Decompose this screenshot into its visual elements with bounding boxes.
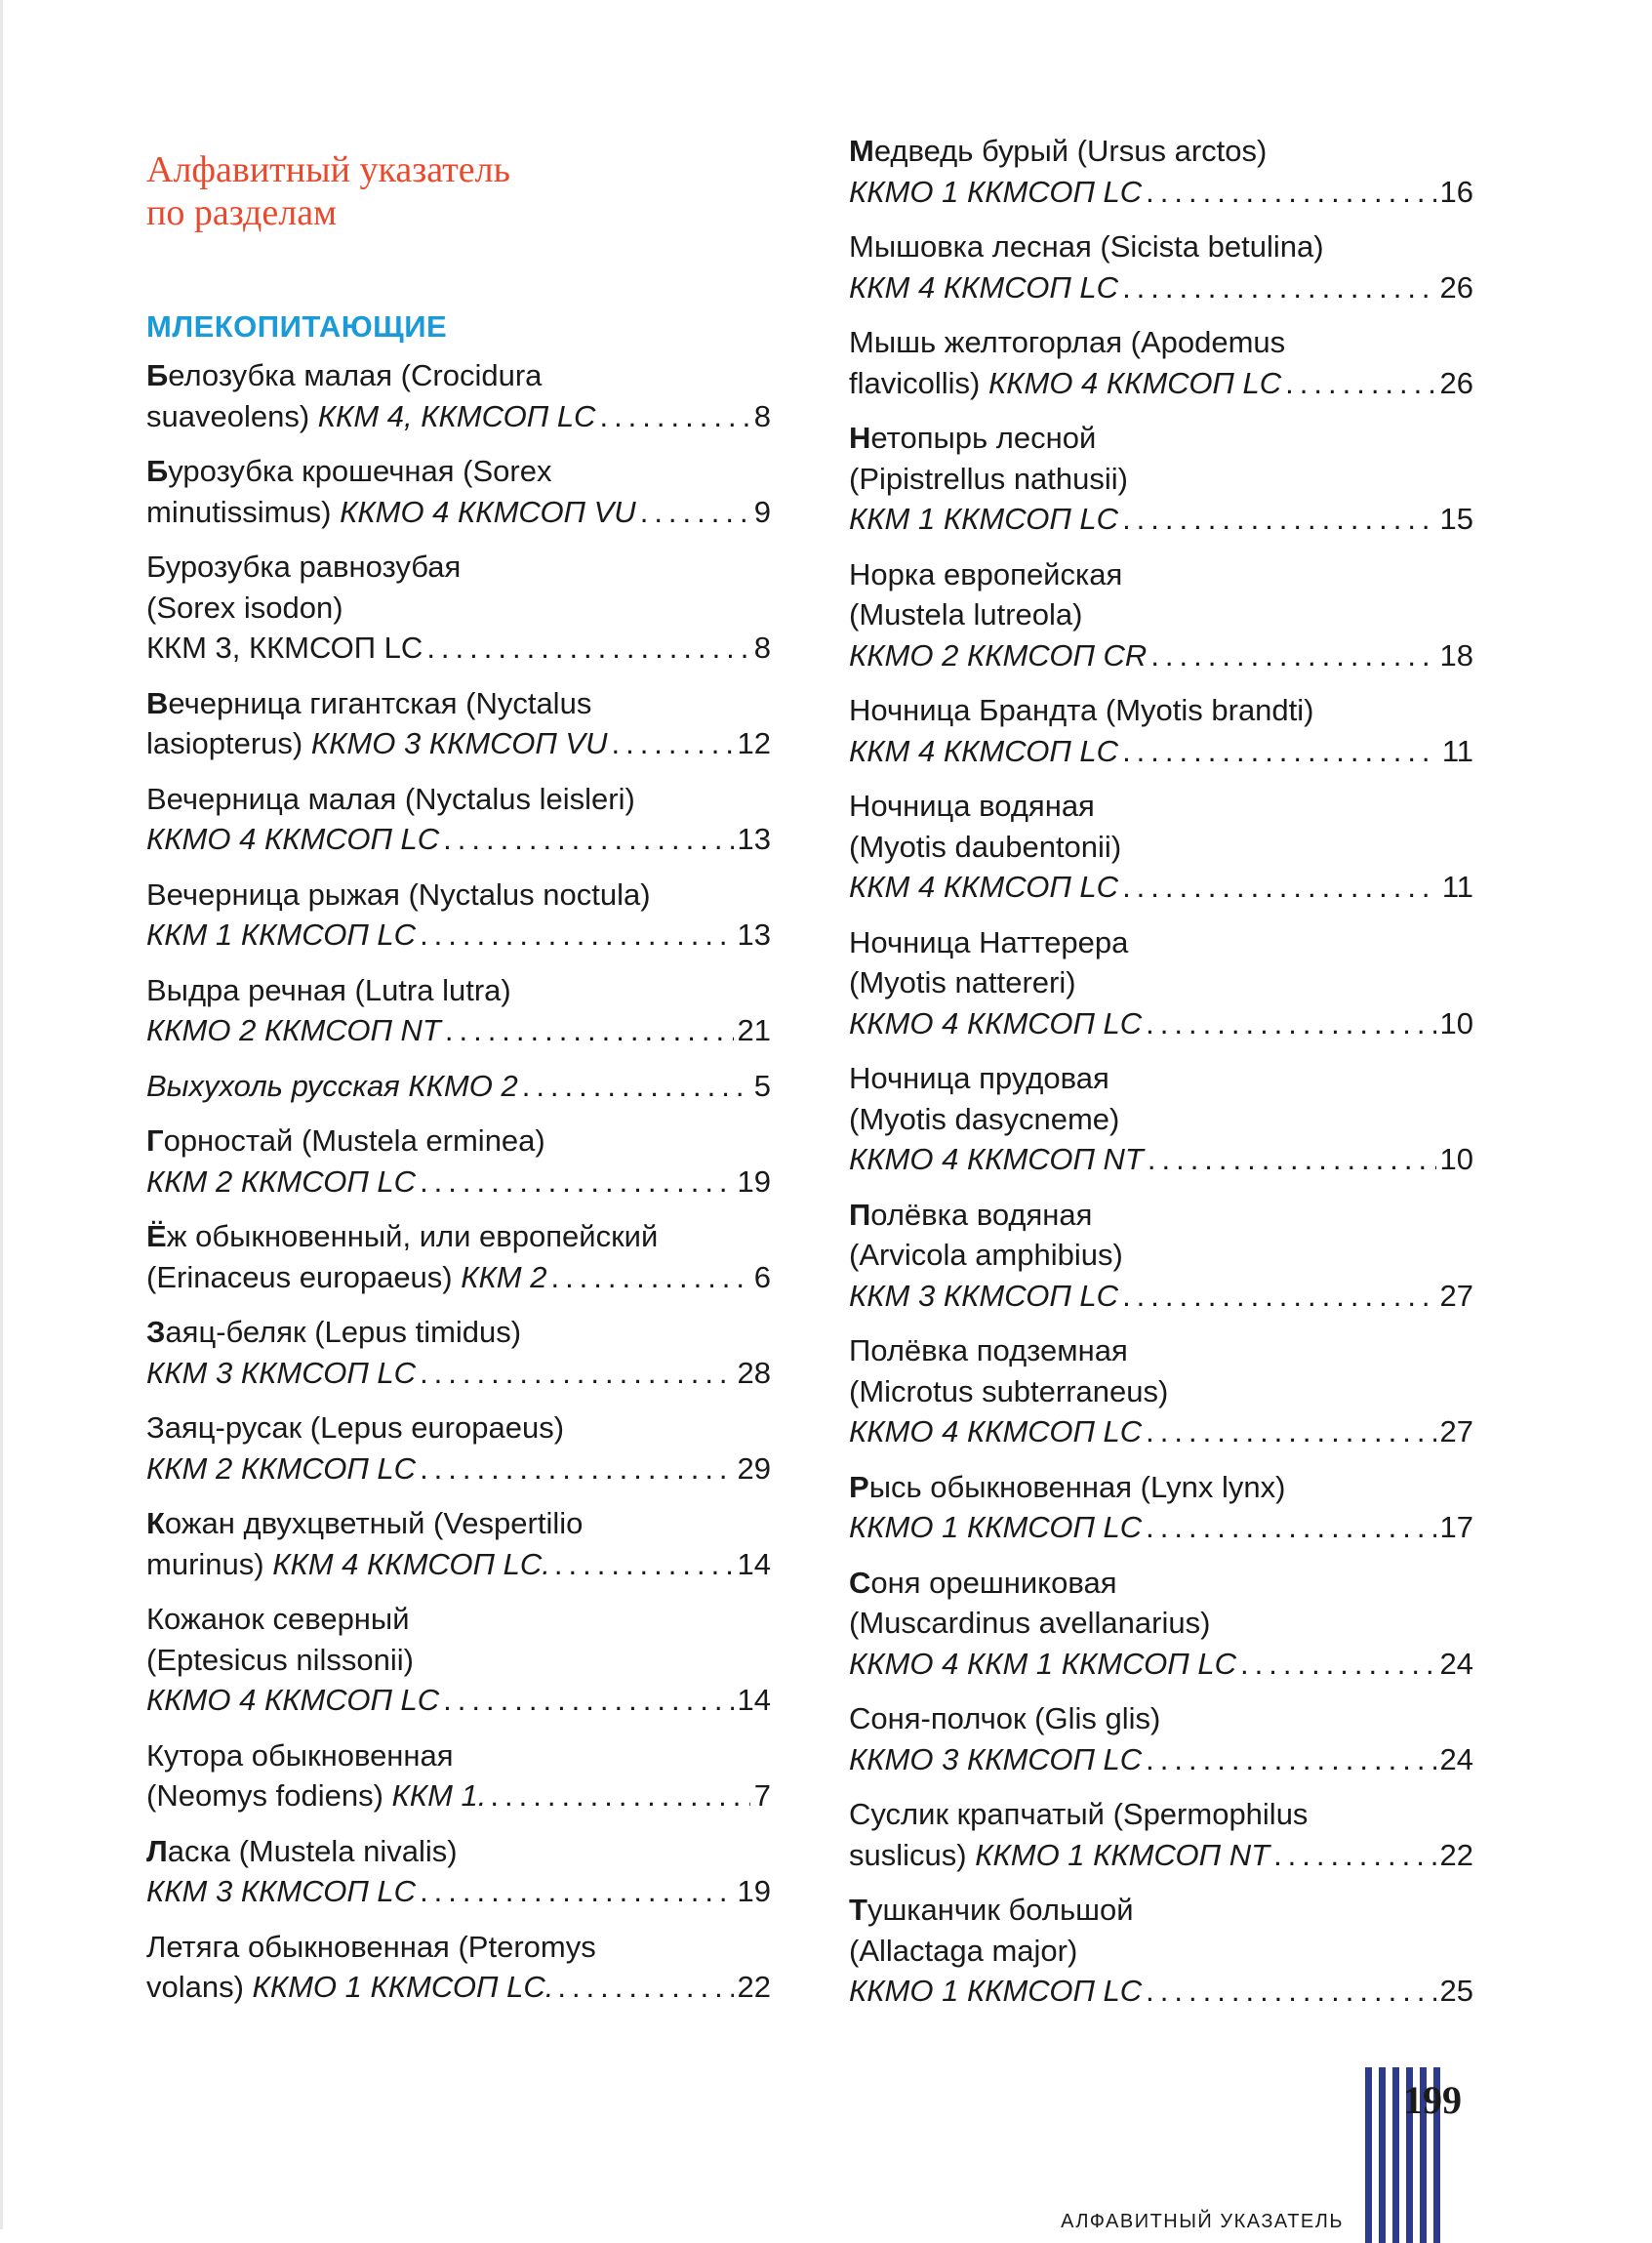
entry-status: ККМ 4, ККМСОП LC xyxy=(317,398,596,433)
entry-status: ККМО 4 ККМСОП NT xyxy=(849,1142,1144,1176)
index-entry xyxy=(146,779,771,860)
entry-text: оня орешниковая xyxy=(870,1565,1117,1600)
entry-status: ККМО 3 ККМСОП LC xyxy=(849,1741,1143,1776)
footer xyxy=(1061,2067,1452,2243)
entry-line xyxy=(849,418,1473,459)
entry-status: ККМО 1 ККМСОП NT xyxy=(975,1837,1270,1872)
entry-text: Бурозубка равнозубая xyxy=(146,550,462,584)
stripe xyxy=(1379,2067,1386,2243)
entry-initial: Л xyxy=(146,1833,168,1868)
entry-page-number: 21 xyxy=(737,1013,771,1047)
entry-text: Вечерница рыжая (Nyctalus noctula) xyxy=(146,877,651,912)
dot-leader xyxy=(1146,1003,1435,1044)
entry-line xyxy=(146,1775,771,1816)
entry-line xyxy=(849,1276,1473,1317)
dot-leader xyxy=(1148,1139,1436,1180)
entry-line xyxy=(146,1353,771,1394)
index-entry xyxy=(849,1195,1473,1317)
entry-text: аяц-беляк (Lepus timidus) xyxy=(165,1315,522,1349)
entry-line xyxy=(146,1544,771,1585)
entry-page-number: 16 xyxy=(1439,174,1473,209)
entry-line xyxy=(849,1794,1473,1835)
entry-line xyxy=(146,1599,771,1640)
entry-text: (Pipistrellus nathusii) xyxy=(849,461,1128,496)
entry-text: Ночница Брандта (Myotis brandti) xyxy=(849,693,1314,727)
entry-text: Выдра речная (Lutra lutra) xyxy=(146,972,511,1007)
entry-initial: Т xyxy=(849,1893,867,1927)
entry-status: ККМ 3 ККМСОП LC xyxy=(849,1278,1119,1313)
entry-line xyxy=(849,1507,1473,1548)
index-entry xyxy=(849,1058,1473,1180)
dot-leader xyxy=(443,1680,733,1721)
index-entry xyxy=(849,1890,1473,2012)
index-entry xyxy=(849,554,1473,676)
entry-text: аска (Mustela nivalis) xyxy=(167,1833,458,1868)
entry-line xyxy=(849,731,1473,772)
entry-line xyxy=(849,1931,1473,1972)
entry-status: ККМ 3 ККМСОП LC xyxy=(146,1355,417,1390)
entry-line xyxy=(146,875,771,916)
entry-page-number: 8 xyxy=(753,398,771,433)
entry-text: ысь обыкновенная (Lynx lynx) xyxy=(868,1469,1286,1504)
entry-initial: П xyxy=(849,1197,871,1232)
entry-status: ККМО 1 ККМСОП LC xyxy=(849,1510,1143,1544)
entry-status: ККМО 4 ККМСОП LC xyxy=(849,1005,1143,1040)
entry-text: Летяга обыкновенная (Pteromys xyxy=(146,1929,596,1964)
entry-status: ККМ 4 ККМСОП LC. xyxy=(272,1546,550,1581)
entry-status: ККМО 1 ККМСОП LC. xyxy=(252,1970,554,2004)
entry-status: ККМО 4 ККМСОП LC xyxy=(849,1414,1143,1448)
entry-line xyxy=(146,1967,771,2008)
entry-page-number: 11 xyxy=(1441,733,1473,768)
entry-page-number: 19 xyxy=(737,1163,771,1199)
entry-text: (Neomys fodiens) xyxy=(146,1778,392,1813)
entry-status: ККМО 4 ККМСОП LC xyxy=(146,1683,440,1717)
entry-status: ККМО 3 ККМСОП VU xyxy=(310,726,608,760)
entry-initial: В xyxy=(146,685,169,720)
entry-line xyxy=(146,492,771,533)
index-entry xyxy=(146,875,771,956)
entry-page-number: 12 xyxy=(737,726,771,760)
entry-page-number: 17 xyxy=(1439,1510,1473,1544)
entry-text: lasiopterus) xyxy=(146,726,311,760)
entry-page-number: 10 xyxy=(1439,1005,1473,1040)
index-entry xyxy=(146,1927,771,2008)
entry-line xyxy=(849,459,1473,500)
entry-text: Заяц-русак (Lepus europaeus) xyxy=(146,1410,565,1445)
entry-initial: С xyxy=(849,1565,871,1600)
dot-leader xyxy=(1122,267,1435,308)
entry-line xyxy=(849,962,1473,1003)
entry-line xyxy=(146,1927,771,1968)
dot-leader xyxy=(420,1871,733,1912)
dot-leader xyxy=(1122,499,1435,540)
entry-line xyxy=(146,396,771,437)
entry-line xyxy=(146,1735,771,1776)
index-entry xyxy=(849,922,1473,1044)
stripe xyxy=(1392,2067,1399,2243)
entry-text: (Eptesicus nilssonii) xyxy=(146,1642,414,1677)
entry-initial: К xyxy=(146,1506,165,1540)
entry-status: ККМ 2 ККМСОП LC xyxy=(146,1163,417,1199)
entry-text: (Sorex isodon) xyxy=(146,590,343,625)
entry-initial: Г xyxy=(146,1123,164,1158)
entry-line xyxy=(146,1640,771,1681)
entry-text: Мышовка лесная (Sicista betulina) xyxy=(849,229,1324,264)
entry-status: ККМО 4 ККМСОП LC xyxy=(146,822,440,856)
entry-line xyxy=(849,172,1473,213)
entry-text: (Myotis dasycneme) xyxy=(849,1101,1120,1136)
entry-page-number: 27 xyxy=(1439,1414,1473,1448)
index-entry xyxy=(849,786,1473,908)
entry-text: Норка европейская xyxy=(849,556,1123,591)
left-column xyxy=(146,293,771,2022)
dot-leader xyxy=(557,1967,733,2008)
entry-status: ККМО 1 ККМСОП LC xyxy=(849,174,1143,209)
entry-line xyxy=(146,1407,771,1448)
entry-line xyxy=(849,594,1473,635)
entry-line xyxy=(146,1010,771,1051)
section-heading: МЛЕКОПИТАЮЩИЕ xyxy=(146,309,448,344)
entry-line xyxy=(146,1831,771,1872)
entry-line xyxy=(849,1739,1473,1780)
index-entry xyxy=(849,1698,1473,1779)
index-entry xyxy=(849,131,1473,212)
entry-text: Вечерница малая (Nyctalus leisleri) xyxy=(146,781,635,816)
entry-text: ж обыкновенный, или европейский xyxy=(166,1219,659,1253)
entry-initial: Н xyxy=(849,421,871,455)
page-edge xyxy=(0,0,3,2229)
entry-page-number: 24 xyxy=(1439,1741,1473,1776)
entry-status: ККМ 1 ККМСОП LC xyxy=(146,918,417,952)
dot-leader xyxy=(1146,1971,1435,2012)
stripe xyxy=(1365,2067,1372,2243)
entry-line xyxy=(146,1162,771,1203)
entry-text: (Muscardinus avellanarius) xyxy=(849,1606,1211,1640)
entry-text: (Myotis nattereri) xyxy=(849,965,1076,999)
entry-page-number: 19 xyxy=(737,1874,771,1908)
entry-line xyxy=(849,1644,1473,1685)
entry-line xyxy=(849,1890,1473,1931)
page-number: 199 xyxy=(1403,2078,1462,2122)
entry-line xyxy=(146,588,771,629)
entry-text: (Myotis daubentonii) xyxy=(849,829,1122,864)
entry-status: ККМ 1. xyxy=(391,1778,487,1813)
entry-line xyxy=(146,451,771,492)
entry-page-number: 22 xyxy=(1439,1837,1473,1872)
entry-page-number: 25 xyxy=(1439,1974,1473,2008)
entry-line xyxy=(849,131,1473,172)
index-entry xyxy=(146,1599,771,1721)
entry-line xyxy=(849,635,1473,676)
entry-text: murinus) xyxy=(146,1546,273,1581)
entry-page-number: 11 xyxy=(1441,870,1473,904)
entry-status: ККМО 1 ККМСОП LC xyxy=(849,1974,1143,2008)
entry-line xyxy=(849,363,1473,404)
dot-leader xyxy=(1150,635,1435,676)
index-entry xyxy=(849,226,1473,307)
entry-initial: З xyxy=(146,1315,166,1349)
entry-line xyxy=(849,1563,1473,1604)
entry-page-number: 13 xyxy=(737,918,771,952)
dot-leader xyxy=(599,396,749,437)
index-entry xyxy=(146,1503,771,1584)
dot-leader xyxy=(1273,1835,1435,1876)
right-column xyxy=(849,131,1473,2026)
entry-page-number: 27 xyxy=(1439,1278,1473,1313)
entry-line xyxy=(849,922,1473,963)
entry-text: Суслик крапчатый (Spermophilus xyxy=(849,1797,1309,1831)
entry-page-number: 6 xyxy=(753,1259,771,1294)
dot-leader xyxy=(490,1775,749,1816)
entry-page-number: 22 xyxy=(737,1970,771,2004)
index-entry xyxy=(146,1735,771,1816)
entry-line xyxy=(146,1312,771,1353)
entry-line xyxy=(849,1235,1473,1276)
dot-leader xyxy=(1285,363,1435,404)
index-entry xyxy=(146,1216,771,1297)
dot-leader xyxy=(426,628,749,669)
entry-text: (Mustela lutreola) xyxy=(849,597,1083,632)
page-title-line-1: Алфавитный указатель xyxy=(146,149,510,190)
index-entry xyxy=(849,322,1473,403)
index-entry xyxy=(849,1467,1473,1548)
entry-line xyxy=(849,1467,1473,1508)
entry-page-number: 18 xyxy=(1439,637,1473,673)
entry-line xyxy=(146,723,771,764)
entry-page-number: 26 xyxy=(1439,365,1473,400)
entry-line xyxy=(146,547,771,588)
entry-status: ККМ 4 ККМСОП LC xyxy=(849,733,1119,768)
index-entry xyxy=(146,1831,771,1912)
entry-text: ушканчик большой xyxy=(866,1893,1134,1927)
dot-leader xyxy=(420,1353,733,1394)
index-entry xyxy=(849,1563,1473,1685)
entry-text: ожан двухцветный (Vespertilio xyxy=(164,1506,584,1540)
entry-line xyxy=(849,1971,1473,2012)
entry-initial: Б xyxy=(146,454,169,488)
dot-leader xyxy=(640,492,750,533)
entry-line xyxy=(849,1603,1473,1644)
entry-initial: Р xyxy=(849,1469,869,1504)
entry-line xyxy=(146,819,771,860)
entry-line xyxy=(849,1698,1473,1739)
index-entry xyxy=(146,970,771,1051)
entry-line xyxy=(146,1448,771,1489)
entry-page-number: 8 xyxy=(753,631,771,665)
entry-text: олёвка водяная xyxy=(870,1197,1093,1232)
entry-line xyxy=(146,915,771,956)
dot-leader xyxy=(611,723,733,764)
entry-text: Соня-полчок (Glis glis) xyxy=(849,1701,1161,1735)
entry-line xyxy=(849,1371,1473,1412)
entry-initial: Б xyxy=(146,358,169,392)
entry-line xyxy=(849,1411,1473,1452)
entry-page-number: 13 xyxy=(737,822,771,856)
entry-status: Выхухоль русская ККМО 2 xyxy=(146,1068,518,1103)
entry-status: ККМ 1 ККМСОП LC xyxy=(849,502,1119,536)
entry-status: ККМО 4 ККМ 1 ККМСОП LC xyxy=(849,1646,1236,1681)
footer-label: АЛФАВИТНЫЙ УКАЗАТЕЛЬ xyxy=(1061,2211,1344,2232)
entry-line xyxy=(849,827,1473,868)
entry-line xyxy=(849,499,1473,540)
dot-leader xyxy=(445,1010,734,1051)
entry-status: ККМО 2 ККМСОП NT xyxy=(146,1013,441,1047)
entry-line xyxy=(849,1099,1473,1140)
index-entry xyxy=(146,547,771,669)
entry-text: елозубка малая (Crocidura xyxy=(168,358,543,392)
dot-leader xyxy=(420,1162,733,1203)
entry-text: volans) xyxy=(146,1970,253,2004)
entry-line xyxy=(146,1066,771,1107)
entry-page-number: 24 xyxy=(1439,1646,1473,1681)
entry-text: (Arvicola amphibius) xyxy=(849,1238,1123,1272)
index-entry xyxy=(849,418,1473,540)
entry-text: (Allactaga major) xyxy=(849,1933,1078,1968)
entry-page-number: 10 xyxy=(1439,1142,1473,1176)
entry-line xyxy=(146,779,771,820)
entry-initial: Ё xyxy=(146,1219,167,1253)
entry-text: minutissimus) xyxy=(146,494,341,529)
entry-line xyxy=(849,554,1473,595)
index-entry xyxy=(146,1066,771,1107)
entry-status: ККМО 4 ККМСОП VU xyxy=(340,494,636,529)
entry-line xyxy=(849,322,1473,363)
dot-leader xyxy=(1146,172,1435,213)
entry-line xyxy=(849,1058,1473,1099)
page-title-line-2: по разделам xyxy=(146,192,338,233)
entry-line xyxy=(146,1121,771,1162)
index-entry xyxy=(146,1312,771,1393)
dot-leader xyxy=(1122,1276,1435,1317)
index-entry xyxy=(146,683,771,764)
entry-page-number: 5 xyxy=(753,1068,771,1103)
dot-leader xyxy=(1122,867,1438,908)
dot-leader xyxy=(420,915,733,956)
dot-leader xyxy=(443,819,733,860)
entry-text: етопырь лесной xyxy=(870,421,1097,455)
entry-status: ККМ 2 ККМСОП LC xyxy=(146,1450,417,1486)
entry-line xyxy=(146,683,771,724)
entry-status: ККМ 2 xyxy=(461,1259,547,1294)
entry-line xyxy=(146,1871,771,1912)
entry-line xyxy=(849,1330,1473,1371)
entry-line xyxy=(146,1680,771,1721)
entry-line xyxy=(146,1257,771,1298)
entry-text: едведь бурый (Ursus arctos) xyxy=(873,134,1268,168)
index-entry xyxy=(146,355,771,436)
entry-line xyxy=(849,1139,1473,1180)
entry-page-number: 14 xyxy=(737,1683,771,1717)
entry-line xyxy=(849,1195,1473,1236)
entry-status: ККМ 4 ККМСОП LC xyxy=(849,870,1119,904)
entry-line xyxy=(849,867,1473,908)
entry-text: Полёвка подземная xyxy=(849,1333,1128,1367)
entry-page-number: 26 xyxy=(1439,269,1473,305)
entry-line xyxy=(849,1835,1473,1876)
entry-line xyxy=(849,226,1473,267)
entry-page-number: 7 xyxy=(753,1778,771,1813)
entry-line xyxy=(146,355,771,396)
entry-page-number: 28 xyxy=(737,1355,771,1390)
entry-text: (Microtus subterraneus) xyxy=(849,1373,1169,1408)
entry-text: Мышь желтогорлая (Apodemus xyxy=(849,325,1286,359)
dot-leader xyxy=(1146,1739,1435,1780)
page-title xyxy=(146,148,654,234)
entry-status: ККМ 3 ККМСОП LC xyxy=(146,1874,417,1908)
entry-text: Кутора обыкновенная xyxy=(146,1737,454,1773)
entry-text: suaveolens) xyxy=(146,398,318,433)
index-entry xyxy=(146,1121,771,1202)
index-entry xyxy=(849,690,1473,771)
entry-status: ККМ 4 ККМСОП LC xyxy=(849,269,1119,305)
entry-text: Кожанок северный xyxy=(146,1602,410,1636)
entry-status: ККМО 2 ККМСОП CR xyxy=(849,637,1148,673)
dot-leader xyxy=(420,1448,733,1489)
index-entry xyxy=(146,451,771,532)
entry-status: ККМО 4 ККМСОП LC xyxy=(987,365,1282,400)
entry-text: Ночница Наттерера xyxy=(849,924,1129,959)
dot-leader xyxy=(1240,1644,1436,1685)
index-entry xyxy=(146,1407,771,1489)
entry-text: flavicollis) xyxy=(849,365,988,400)
dot-leader xyxy=(1122,731,1438,772)
entry-text: suslicus) xyxy=(849,1837,976,1872)
entry-line xyxy=(849,786,1473,827)
index-entry xyxy=(849,1794,1473,1875)
entry-line xyxy=(146,1216,771,1257)
dot-leader xyxy=(1146,1507,1435,1548)
entry-line xyxy=(849,1003,1473,1044)
entry-initial: М xyxy=(849,134,874,168)
dot-leader xyxy=(522,1066,750,1107)
entry-text: урозубка крошечная (Sorex xyxy=(168,454,552,488)
dot-leader xyxy=(550,1257,749,1298)
entry-text: ККМ 3, ККМСОП LC xyxy=(146,631,423,665)
entry-page-number: 9 xyxy=(753,494,771,529)
dot-leader xyxy=(554,1544,734,1585)
entry-text: орностай (Mustela erminea) xyxy=(163,1123,545,1158)
entry-text: Ночница прудовая xyxy=(849,1061,1109,1095)
entry-text: ечерница гигантская (Nyctalus xyxy=(168,685,592,720)
entry-page-number: 14 xyxy=(737,1546,771,1581)
entry-line xyxy=(146,628,771,669)
index-entry xyxy=(849,1330,1473,1452)
entry-line xyxy=(849,690,1473,731)
entry-text: Ночница водяная xyxy=(849,789,1095,823)
dot-leader xyxy=(1146,1411,1435,1452)
entry-line xyxy=(849,267,1473,308)
entry-line xyxy=(146,1503,771,1544)
entry-page-number: 29 xyxy=(737,1450,771,1486)
entry-line xyxy=(146,970,771,1011)
entry-page-number: 15 xyxy=(1439,502,1473,536)
entry-text: (Erinaceus europaeus) xyxy=(146,1259,462,1294)
